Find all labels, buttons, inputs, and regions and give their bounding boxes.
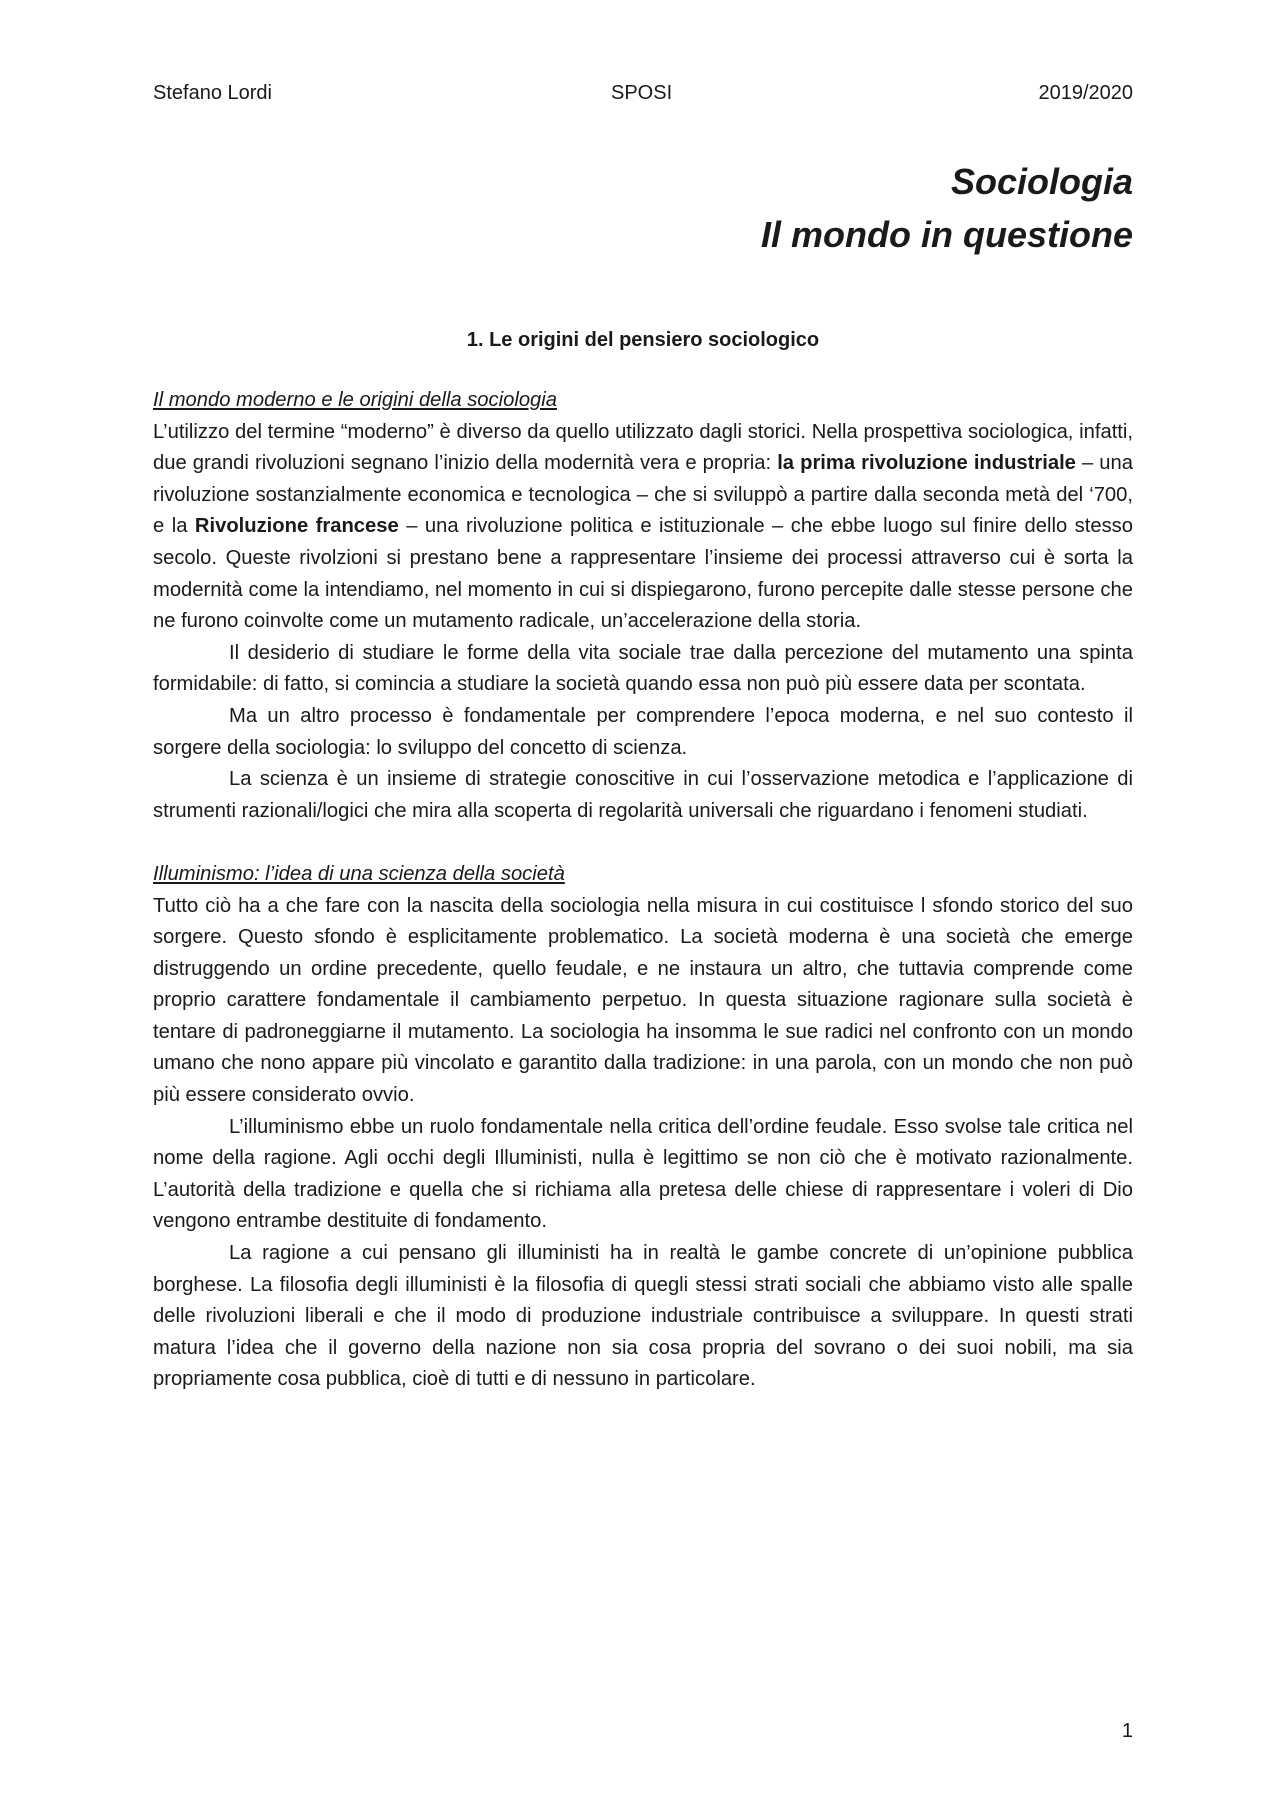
page-number: 1	[1121, 1720, 1133, 1742]
paragraph	[153, 417, 1133, 638]
header-course: SPOSI	[611, 82, 673, 104]
subsection-heading-modern-world: Il mondo moderno e le origini della sociologia	[153, 389, 557, 411]
paragraph: La ragione a cui pensano gli illuministi ha in realtà le gambe concrete di un’opinione pubblica borghese. La filosofia degli illuministi è la filosofia di quegli stessi strati sociali che abbiamo visto alle spalle delle rivoluzioni liberali e che il modo di produzione industriale contribuisce a sviluppare. In questi strati matura l’idea che il governo della nazione non sia cosa propria del sovrano o dei suoi nobili, ma sia propriamente cosa pubblica, cioè di tutti e di nessuno in particolare.	[153, 1242, 1133, 1391]
paragraph: L’illuminismo ebbe un ruolo fondamentale nella critica dell’ordine feudale. Esso svolse tale critica nel nome della ragione. Agli occhi degli Illuministi, nulla è legittimo se non ciò che è motivato razionalmente. L’autorità della tradizione e quella che si richiama alla pretesa delle chiese di rappresentare i voleri di Dio vengono entrambe destituite di fondamento.	[153, 1115, 1133, 1233]
section-heading: 1. Le origini del pensiero sociologico	[466, 329, 820, 351]
spacer	[153, 827, 1133, 859]
header-year: 2019/2020	[1038, 82, 1133, 104]
title-line-2: Il mondo in questione	[761, 214, 1133, 255]
document-title	[433, 155, 1133, 261]
text-run: – una rivoluzione politica e istituzionale – che ebbe luogo sul finire dello stesso secolo. Queste rivolzioni si prestano bene a rappresentare l’insieme dei processi attraverso cui è sorta la modernità come la intendiamo, nel momento in cui si dispiegarono, furono percepite dalle stesse persone che ne furono coinvolte come un mutamento radicale, un’accelerazione della storia.	[153, 515, 1133, 633]
text-run: – una rivoluzione sostanzialmente economica e tecnologica – che si sviluppò a partire dalla seconda metà del ‘700, e la	[153, 452, 1133, 538]
paragraph: Tutto ciò ha a che fare con la nascita della sociologia nella misura in cui costituisce l sfondo storico del suo sorgere. Questo sfondo è esplicitamente problematico. La società moderna è una società che emerge distruggendo un ordine precedente, quello feudale, e ne instaura un altro, che tuttavia comprende come proprio carattere fondamentale il cambiamento perpetuo. In questa situazione ragionare sulla società è tentare di padroneggiarne il mutamento. La sociologia ha insomma le sue radici nel confronto con un mondo umano che nono appare più vincolato e garantito dalla tradizione: in una parola, con un mondo che non può più essere considerato ovvio.	[153, 894, 1133, 1107]
paragraph: Ma un altro processo è fondamentale per comprendere l’epoca moderna, e nel suo contesto il sorgere della sociologia: lo sviluppo del concetto di scienza.	[153, 704, 1133, 759]
paragraph: La scienza è un insieme di strategie conoscitive in cui l’osservazione metodica e l’applicazione di strumenti razionali/logici che mira alla scoperta di regolarità universali che riguardano i fenomeni studiati.	[153, 768, 1133, 822]
subsection-heading-enlightenment: Illuminismo: l’idea di una scienza della società	[153, 862, 565, 885]
bold-term-industrial-revolution: la prima rivoluzione industriale	[777, 452, 1076, 475]
page-header	[153, 78, 1133, 108]
text-run: L’utilizzo del termine “moderno” è diverso da quello utilizzato dagli storici. Nella prospettiva sociologica, infatti, due grandi rivoluzioni segnano l’inizio della modernità vera e propria:	[153, 420, 1133, 475]
bold-term-french-revolution: Rivoluzione francese	[194, 515, 399, 538]
title-line-1: Sociologia	[950, 161, 1133, 202]
paragraph: Il desiderio di studiare le forme della vita sociale trae dalla percezione del mutamento una spinta formidabile: di fatto, si comincia a studiare la società quando essa non può più essere data per scontata.	[153, 641, 1133, 696]
body-text	[153, 385, 1133, 1396]
header-author: Stefano Lordi	[153, 82, 272, 104]
